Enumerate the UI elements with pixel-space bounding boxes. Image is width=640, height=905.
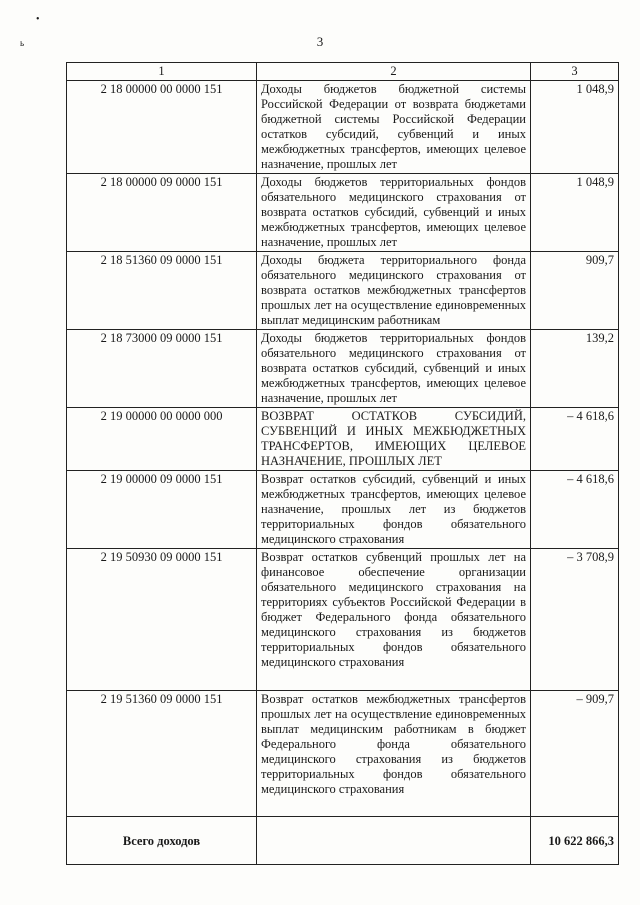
table-row bbox=[67, 471, 619, 549]
scan-mark: • bbox=[36, 14, 40, 25]
amount: – 909,7 bbox=[531, 691, 619, 817]
total-label: Всего доходов bbox=[67, 817, 257, 865]
table-row bbox=[67, 330, 619, 408]
table-row bbox=[67, 408, 619, 471]
income-description: ВОЗВРАТ ОСТАТКОВ СУБСИДИЙ, СУБВЕНЦИЙ И ИНЫХ МЕЖБЮДЖЕТНЫХ ТРАНСФЕРТОВ, ИМЕЮЩИХ ЦЕЛЕВОЕ НАЗНАЧЕНИЕ, ПРОШЛЫХ ЛЕТ bbox=[257, 408, 531, 471]
amount: 909,7 bbox=[531, 252, 619, 330]
total-amount: 10 622 866,3 bbox=[531, 817, 619, 865]
column-header: 2 bbox=[257, 63, 531, 81]
income-description: Доходы бюджета территориального фонда обязательного медицинского страхования от возврата остатков межбюджетных трансфертов прошлых лет на осуществление единовременных выплат медицинским работникам bbox=[257, 252, 531, 330]
table-row bbox=[67, 252, 619, 330]
table-row bbox=[67, 691, 619, 817]
total-empty-cell bbox=[257, 817, 531, 865]
budget-code: 2 19 00000 00 0000 000 bbox=[67, 408, 257, 471]
income-table bbox=[66, 62, 619, 865]
income-description: Доходы бюджетов территориальных фондов обязательного медицинского страхования от возврата остатков субсидий, субвенций и иных межбюджетных трансфертов, имеющих целевое назначение, прошлых лет bbox=[257, 174, 531, 252]
budget-code: 2 19 51360 09 0000 151 bbox=[67, 691, 257, 817]
table-row bbox=[67, 549, 619, 691]
column-header: 1 bbox=[67, 63, 257, 81]
budget-code: 2 19 50930 09 0000 151 bbox=[67, 549, 257, 691]
income-description: Доходы бюджетов бюджетной системы Российской Федерации от возврата бюджетами бюджетной системы Российской Федерации остатков субсидий, субвенций и иных межбюджетных трансфертов, имеющих целевое назначение, прошлых лет bbox=[257, 81, 531, 174]
total-row bbox=[67, 817, 619, 865]
table-row bbox=[67, 174, 619, 252]
table-row bbox=[67, 81, 619, 174]
income-description: Доходы бюджетов территориальных фондов обязательного медицинского страхования от возврата остатков субсидий, субвенций и иных межбюджетных трансфертов, имеющих целевое назначение, прошлых лет bbox=[257, 330, 531, 408]
amount: 1 048,9 bbox=[531, 174, 619, 252]
amount: 1 048,9 bbox=[531, 81, 619, 174]
budget-code: 2 18 00000 09 0000 151 bbox=[67, 174, 257, 252]
budget-code: 2 18 51360 09 0000 151 bbox=[67, 252, 257, 330]
amount: – 4 618,6 bbox=[531, 471, 619, 549]
amount: 139,2 bbox=[531, 330, 619, 408]
income-description: Возврат остатков межбюджетных трансфертов прошлых лет на осуществление единовременных выплат медицинским работникам в бюджет Федерального фонда обязательного медицинского страхования из бюджетов территориальных фондов обязательного медицинского страхования bbox=[257, 691, 531, 817]
amount: – 3 708,9 bbox=[531, 549, 619, 691]
table-header-row bbox=[67, 63, 619, 81]
budget-code: 2 19 00000 09 0000 151 bbox=[67, 471, 257, 549]
page-number: 3 bbox=[316, 34, 324, 49]
scan-mark: ь bbox=[20, 38, 25, 48]
amount: – 4 618,6 bbox=[531, 408, 619, 471]
income-description: Возврат остатков субсидий, субвенций и иных межбюджетных трансфертов, имеющих целевое назначение, прошлых лет из бюджетов территориальных фондов обязательного медицинского страхования bbox=[257, 471, 531, 549]
column-header: 3 bbox=[531, 63, 619, 81]
income-description: Возврат остатков субвенций прошлых лет на финансовое обеспечение организации обязательного медицинского страхования на территориях субъектов Российской Федерации в бюджет Федерального фонда обязательного медицинского страхования из бюджетов территориальных фондов обязательного медицинского страхования bbox=[257, 549, 531, 691]
budget-code: 2 18 00000 00 0000 151 bbox=[67, 81, 257, 174]
budget-code: 2 18 73000 09 0000 151 bbox=[67, 330, 257, 408]
